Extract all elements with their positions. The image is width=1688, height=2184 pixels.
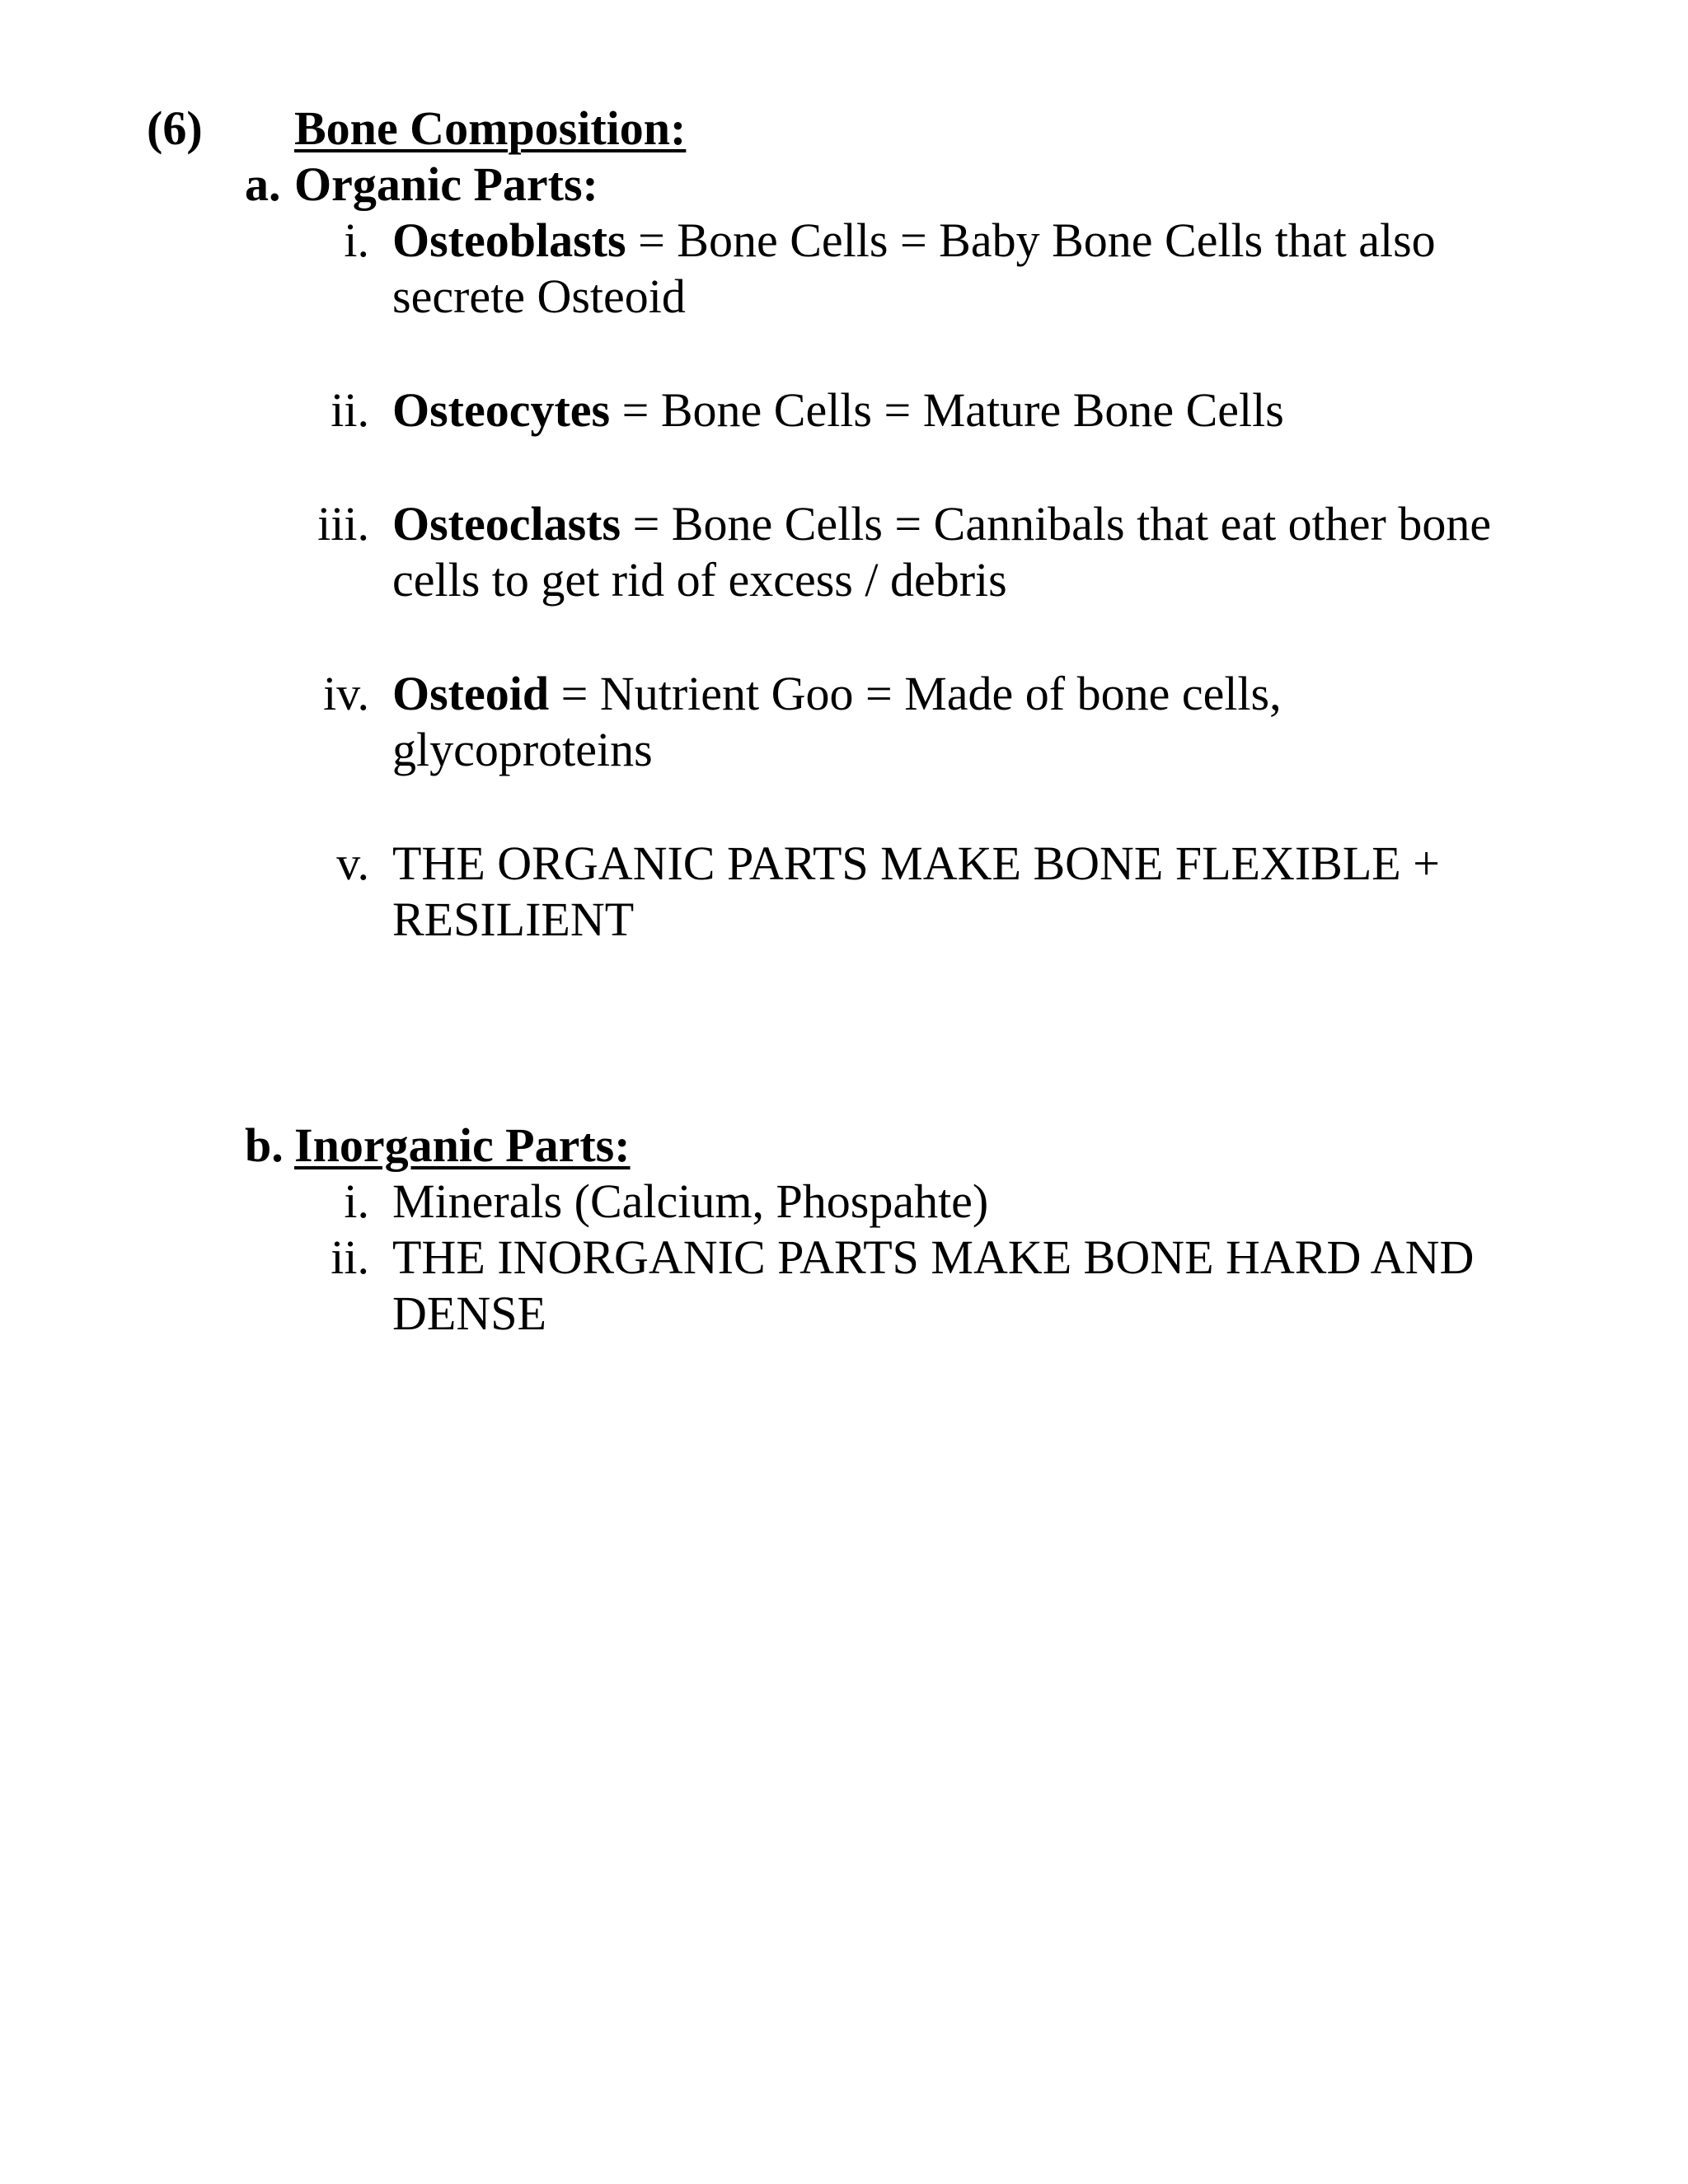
term-osteocytes: Osteocytes bbox=[392, 383, 611, 437]
inorganic-item-2-line1: THE INORGANIC PARTS MAKE BONE HARD AND bbox=[392, 1230, 1475, 1284]
definition-osteoclasts: = Bone Cells = Cannibals that eat other bone bbox=[621, 497, 1492, 551]
term-osteoclasts: Osteoclasts bbox=[392, 497, 621, 551]
definition-osteoid: = Nutrient Goo = Made of bone cells, bbox=[549, 667, 1282, 720]
organic-label: a. bbox=[245, 157, 281, 211]
term-osteoblasts: Osteoblasts bbox=[392, 213, 626, 267]
inorganic-label: b. bbox=[245, 1118, 284, 1172]
inorganic-item-1-line1: Minerals (Calcium, Phospahte) bbox=[392, 1174, 989, 1228]
organic-item-5-marker: v. bbox=[336, 837, 369, 890]
organic-item-3 bbox=[392, 496, 1491, 552]
inorganic-title: Inorganic Parts: bbox=[294, 1118, 631, 1172]
term-osteoid: Osteoid bbox=[392, 667, 550, 720]
definition-osteoblasts: = Bone Cells = Baby Bone Cells that also bbox=[626, 213, 1436, 267]
organic-item-1-marker: i. bbox=[344, 213, 369, 267]
organic-title: Organic Parts: bbox=[294, 157, 598, 211]
organic-item-2 bbox=[392, 382, 1284, 438]
organic-item-1 bbox=[392, 213, 1436, 269]
organic-item-4-marker: iv. bbox=[323, 667, 369, 720]
organic-item-3-marker: iii. bbox=[317, 497, 369, 551]
definition-osteocytes: = Bone Cells = Mature Bone Cells bbox=[610, 383, 1284, 437]
organic-item-2-marker: ii. bbox=[331, 383, 369, 437]
organic-item-4-continuation: glycoproteins bbox=[392, 723, 653, 776]
organic-item-4 bbox=[392, 666, 1282, 722]
organic-item-5-line1: THE ORGANIC PARTS MAKE BONE FLEXIBLE + bbox=[392, 837, 1440, 890]
inorganic-item-2-line2: DENSE bbox=[392, 1286, 546, 1340]
inorganic-item-1-marker: i. bbox=[344, 1174, 369, 1228]
section-title: Bone Composition: bbox=[294, 101, 687, 155]
organic-item-3-continuation: cells to get rid of excess / debris bbox=[392, 553, 1007, 607]
organic-item-5-line2: RESILIENT bbox=[392, 893, 635, 946]
organic-item-1-continuation: secrete Osteoid bbox=[392, 269, 686, 323]
section-number: (6) bbox=[147, 101, 203, 155]
inorganic-item-2-marker: ii. bbox=[331, 1230, 369, 1284]
